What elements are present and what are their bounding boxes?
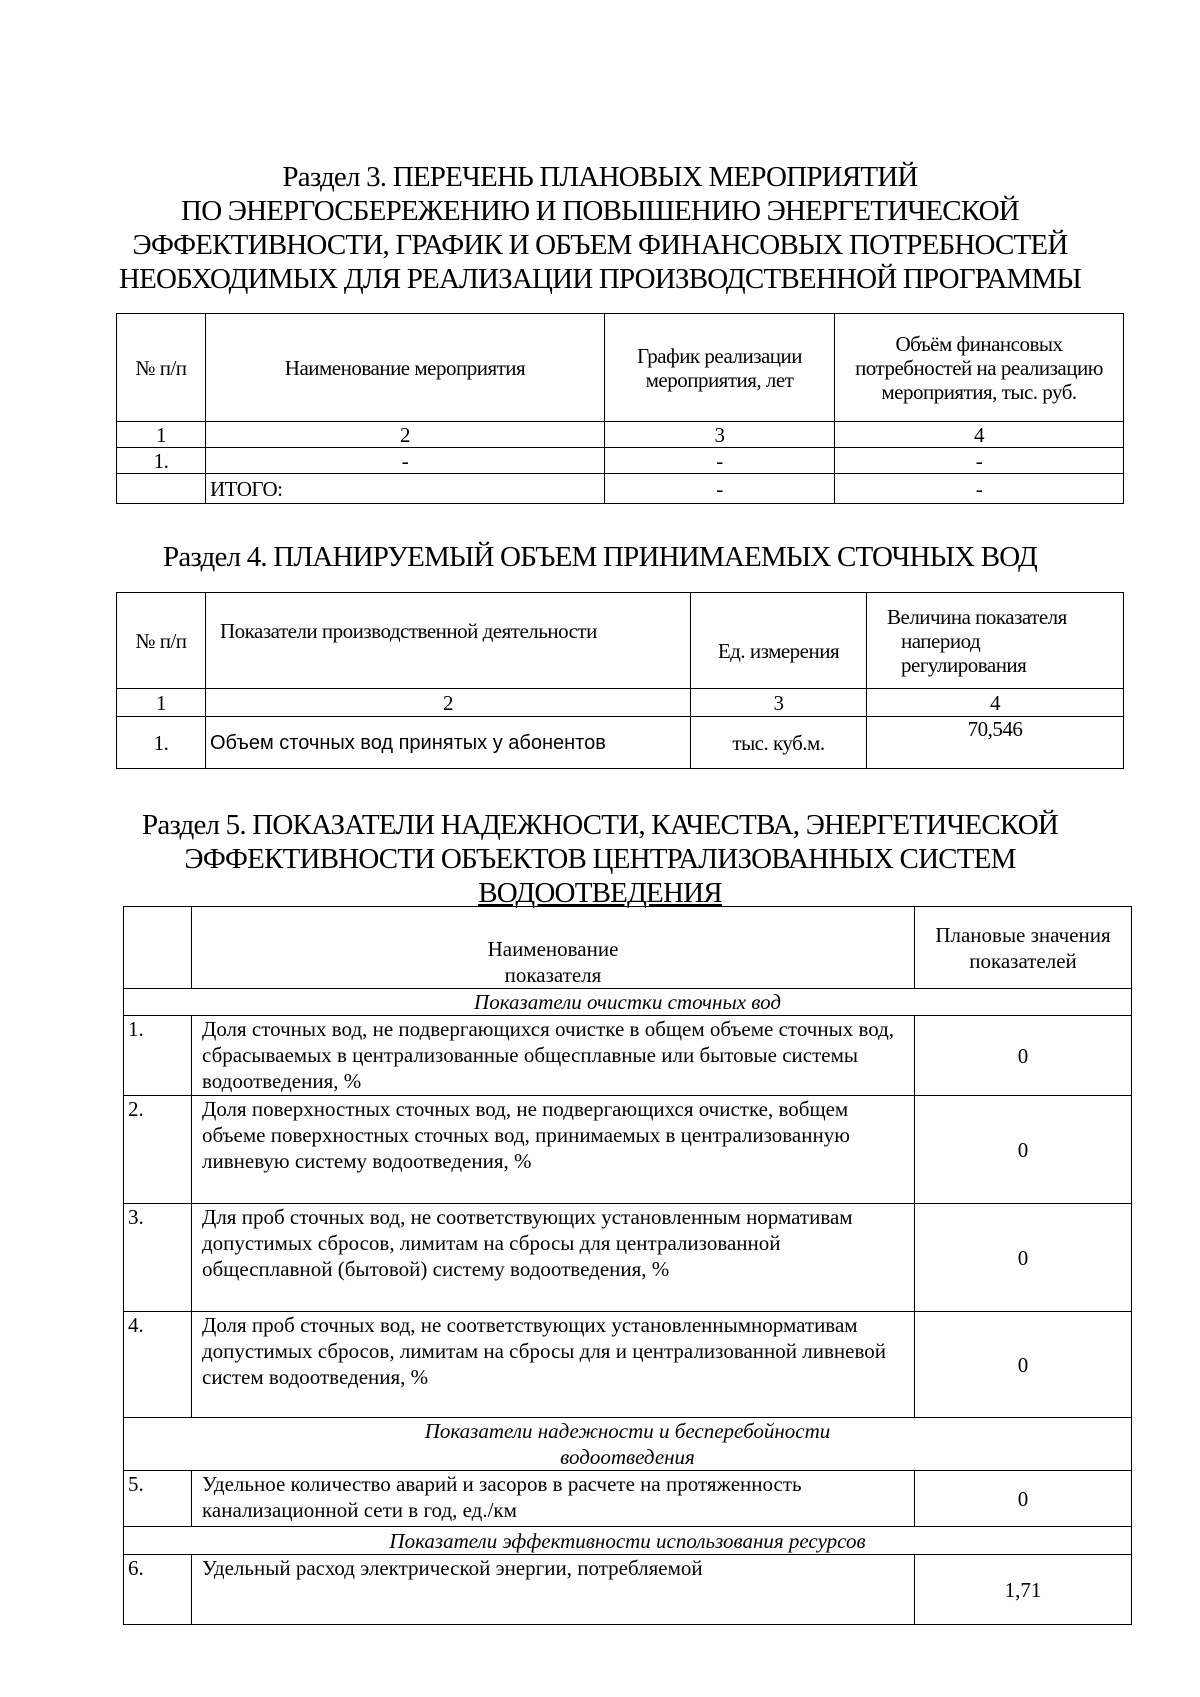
- indicator-text: Доля поверхностных сточных вод, не подвергающихся очистке, вобщем объеме поверхностных сточных вод, принимаемых в централизованную ливневую систему водоотведения, %: [192, 1096, 915, 1204]
- section5-title-line: ВОДООТВЕДЕНИЯ: [478, 877, 722, 909]
- section5-table: [123, 906, 1132, 1625]
- indicator-name: Объем сточных вод принятых у абонентов: [206, 717, 691, 769]
- section5-title-line: Раздел 5. ПОКАЗАТЕЛИ НАДЕЖНОСТИ, КАЧЕСТВА, ЭНЕРГЕТИЧЕСКОЙ: [141, 809, 1058, 841]
- indicator-text: Доля проб сточных вод, не соответствующих установленнымнормативам допустимых сбросов, лимитам на сбросы для и централизованной ливневой систем водоотведения, %: [192, 1312, 915, 1418]
- header-measure-name: Наименование мероприятия: [206, 314, 605, 422]
- indicator-text: Удельный расход электрической энергии, потребляемой: [192, 1555, 915, 1625]
- section4-table: [116, 592, 1124, 769]
- col-number: 3: [605, 422, 835, 448]
- col-number: 3: [691, 689, 867, 717]
- planned-value: 0: [915, 1471, 1132, 1527]
- row-num: 1.: [124, 1016, 192, 1096]
- header-num: № п/п: [117, 593, 206, 689]
- section3-title: [0, 160, 1200, 296]
- header-unit: Ед. измерения: [691, 593, 867, 689]
- header-num: № п/п: [117, 314, 206, 422]
- header-value: [867, 593, 1124, 689]
- header-indicator-name: [192, 907, 915, 989]
- row-num: 1.: [117, 717, 206, 769]
- planned-value: 0: [915, 1096, 1132, 1204]
- planned-value: 0: [915, 1312, 1132, 1418]
- section3-title-line: ПО ЭНЕРГОСБЕРЕЖЕНИЮ И ПОВЫШЕНИЮ ЭНЕРГЕТИЧЕСКОЙ: [181, 195, 1019, 227]
- total-label: ИТОГО:: [206, 474, 605, 504]
- section3-table: [116, 313, 1124, 504]
- header-name-line: показателя: [504, 963, 602, 987]
- indicator-text: Доля сточных вод, не подвергающихся очистке в общем объеме сточных вод, сбрасываемых в централизованные общесплавные или бытовые системы водоотведения, %: [192, 1016, 915, 1096]
- planned-value: 0: [915, 1016, 1132, 1096]
- row-num: 4.: [124, 1312, 192, 1418]
- group-header: Показатели очистки сточных вод: [124, 989, 1132, 1016]
- header-value-line: Величина показателя: [887, 604, 1067, 629]
- measure-name: -: [206, 448, 605, 474]
- group-header: Показатели эффективности использования ресурсов: [124, 1527, 1132, 1555]
- schedule-value: -: [605, 448, 835, 474]
- empty-cell: [124, 907, 192, 989]
- section5-title: [0, 808, 1200, 910]
- planned-value: 1,71: [915, 1555, 1132, 1625]
- total-schedule: -: [605, 474, 835, 504]
- header-value-line: напериод: [901, 628, 981, 653]
- section3-title-line: НЕОБХОДИМЫХ ДЛЯ РЕАЛИЗАЦИИ ПРОИЗВОДСТВЕННОЙ ПРОГРАММЫ: [118, 263, 1082, 295]
- header-name-line: Наименование: [487, 937, 619, 961]
- col-number: 1: [117, 422, 206, 448]
- group-header: Показатели надежности и бесперебойности водоотведения: [124, 1418, 1132, 1471]
- row-num: 6.: [124, 1555, 192, 1625]
- header-planned-values: Плановые значения показателей: [915, 907, 1132, 989]
- unit-value: тыс. куб.м.: [691, 717, 867, 769]
- col-number: 1: [117, 689, 206, 717]
- header-value-line: регулирования: [901, 652, 1027, 677]
- col-number: 2: [206, 422, 605, 448]
- header-financial-volume: Объём финансовых потребностей на реализацию мероприятия, тыс. руб.: [835, 314, 1124, 422]
- section3-title-line: ЭФФЕКТИВНОСТИ, ГРАФИК И ОБЪЕМ ФИНАНСОВЫХ ПОТРЕБНОСТЕЙ: [132, 229, 1068, 261]
- col-number: 4: [867, 689, 1124, 717]
- header-schedule: График реализации мероприятия, лет: [605, 314, 835, 422]
- col-number: 4: [835, 422, 1124, 448]
- header-indicator: Показатели производственной деятельности: [206, 593, 691, 689]
- row-num: 1.: [117, 448, 206, 474]
- indicator-text: Для проб сточных вод, не соответствующих установленным нормативам допустимых сбросов, лимитам на сбросы для централизованной общесплавной (бытовой) систему водоотведения, %: [192, 1204, 915, 1312]
- row-num: 2.: [124, 1096, 192, 1204]
- empty-cell: [117, 474, 206, 504]
- col-number: 2: [206, 689, 691, 717]
- section5-title-line: ЭФФЕКТИВНОСТИ ОБЪЕКТОВ ЦЕНТРАЛИЗОВАННЫХ СИСТЕМ: [184, 843, 1016, 875]
- row-num: 3.: [124, 1204, 192, 1312]
- section4-title: Раздел 4. ПЛАНИРУЕМЫЙ ОБЪЕМ ПРИНИМАЕМЫХ СТОЧНЫХ ВОД: [163, 541, 1037, 573]
- volume-value: -: [835, 448, 1124, 474]
- total-volume: -: [835, 474, 1124, 504]
- indicator-value: 70,546: [867, 717, 1124, 769]
- indicator-text: Удельное количество аварий и засоров в расчете на протяженность канализационной сети в год, ед./км: [192, 1471, 915, 1527]
- row-num: 5.: [124, 1471, 192, 1527]
- section3-title-line: Раздел 3. ПЕРЕЧЕНЬ ПЛАНОВЫХ МЕРОПРИЯТИЙ: [282, 161, 918, 193]
- planned-value: 0: [915, 1204, 1132, 1312]
